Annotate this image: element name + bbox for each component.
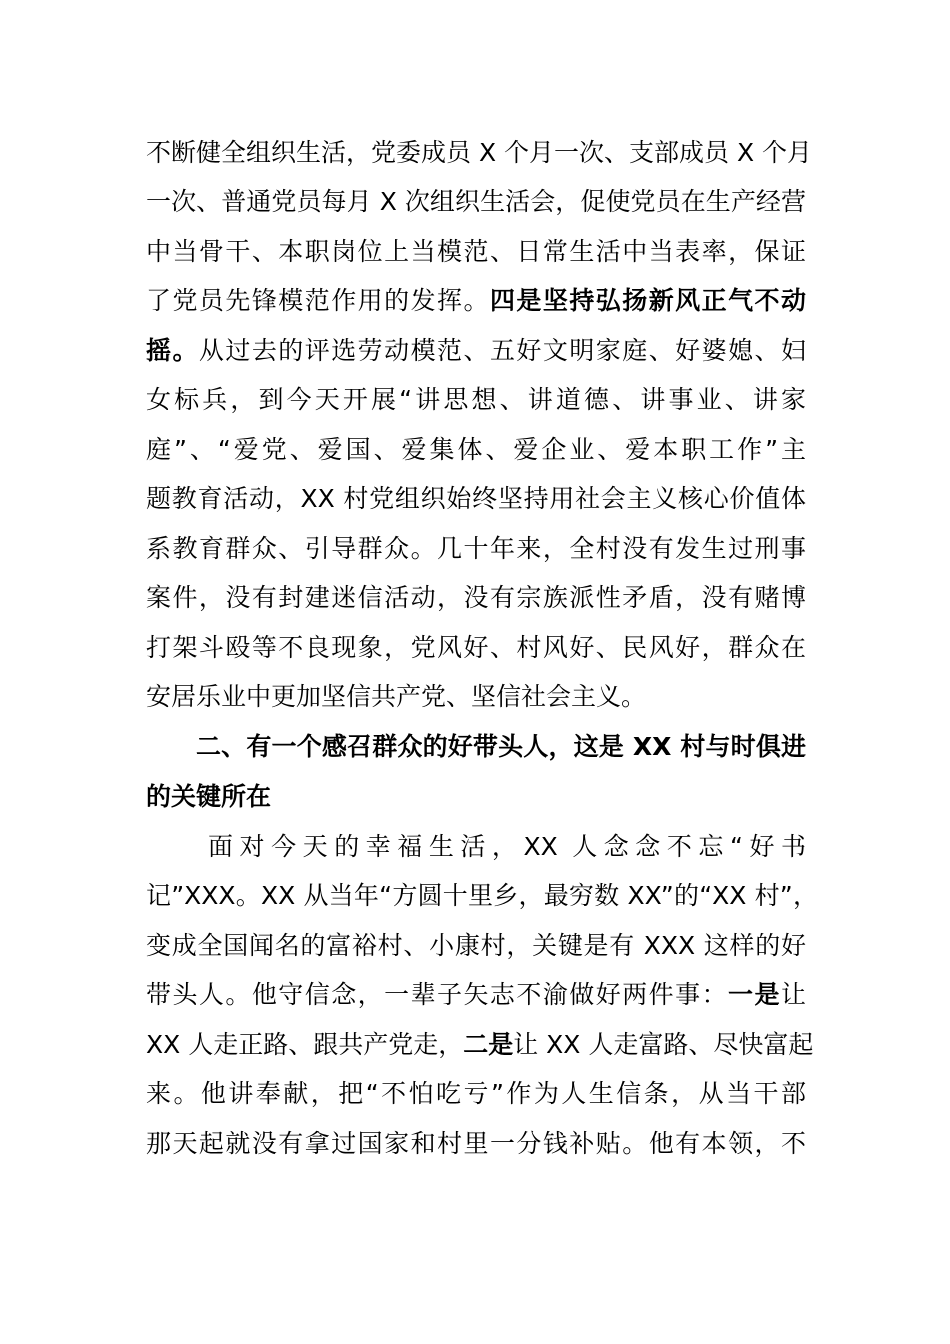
- paragraph-line: 系教育群众、引导群众。几十年来，全村没有发生过刑事: [146, 534, 806, 563]
- paragraph-line: [146, 1026, 814, 1064]
- bold-text-run: 摇。: [146, 336, 199, 365]
- bold-text-run: 一是: [728, 980, 781, 1009]
- paragraph-line: 安居乐业中更加坚信共产党、坚信社会主义。: [146, 682, 647, 711]
- text-run: 让: [780, 980, 806, 1009]
- paragraph-line: 案件，没有封建迷信活动，没有宗族派性矛盾，没有赌博: [146, 583, 806, 612]
- paragraph-line: 中当骨干、本职岗位上当模范、日常生活中当表率，保证: [146, 237, 806, 266]
- paragraph-line: [146, 332, 806, 370]
- paragraph-line: 面对今天的幸福生活，XX 人念念不忘“好书: [208, 832, 806, 861]
- text-run: 让 XX 人走富路、尽快富起: [513, 1030, 814, 1059]
- bold-text-run: 二是: [463, 1030, 514, 1059]
- paragraph-line: 女标兵，到今天开展“讲思想、讲道德、讲事业、讲家: [146, 385, 806, 414]
- paragraph-line: 庭”、“爱党、爱国、爱集体、爱企业、爱本职工作”主: [146, 435, 806, 464]
- paragraph-line: 那天起就没有拿过国家和村里一分钱补贴。他有本领，不: [146, 1129, 806, 1158]
- bold-text-run: 四是坚持弘扬新风正气不动: [489, 286, 806, 315]
- paragraph-line: [146, 976, 806, 1014]
- paragraph-line: 来。他讲奉献，把“不怕吃亏”作为人生信条，从当干部: [146, 1079, 806, 1108]
- text-run: 带头人。他守信念，一辈子矢志不渝做好两件事：: [146, 980, 729, 1009]
- paragraph-line: 一次、普通党员每月 X 次组织生活会，促使党员在生产经营: [146, 187, 806, 216]
- text-run: 了党员先锋模范作用的发挥。: [146, 286, 490, 315]
- paragraph-line: 记”XXX。XX 从当年“方圆十里乡，最穷数 XX”的“XX 村”，: [146, 881, 818, 910]
- paragraph-line: 变成全国闻名的富裕村、小康村，关键是有 XXX 这样的好: [146, 931, 806, 960]
- section-heading: 二、有一个感召群众的好带头人，这是 XX 村与时俱进: [196, 732, 806, 761]
- section-heading-continued: 的关键所在: [146, 782, 272, 811]
- paragraph-line: 不断健全组织生活，党委成员 X 个月一次、支部成员 X 个月: [146, 138, 813, 167]
- text-run: 从过去的评选劳动模范、五好文明家庭、好婆媳、妇: [198, 336, 806, 365]
- text-run: XX 人走正路、跟共产党走，: [146, 1030, 464, 1059]
- paragraph-line: 打架斗殴等不良现象，党风好、村风好、民风好，群众在: [146, 633, 806, 662]
- paragraph-line: [146, 282, 806, 320]
- paragraph-line: 题教育活动，XX 村党组织始终坚持用社会主义核心价值体: [146, 484, 806, 513]
